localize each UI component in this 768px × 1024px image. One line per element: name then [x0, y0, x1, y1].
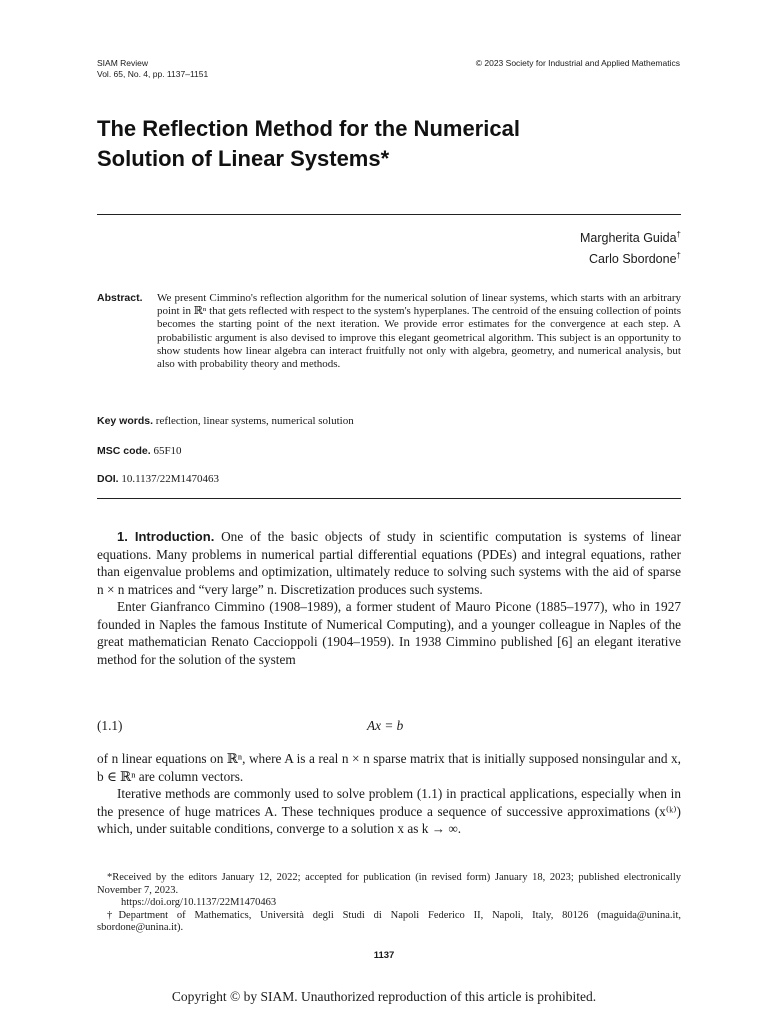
doi: [97, 472, 219, 486]
equation-expression: Ax = b: [367, 718, 404, 733]
author-2-mark: †: [676, 251, 681, 261]
paper-title: The Reflection Method for the Numerical Solution of Linear Systems*: [97, 116, 520, 171]
footnote-affiliation: †Department of Mathematics, Università degli Studi di Napoli Federico II, Napoli, Italy, 80126 (maguida@unina.it, sbordone@unina.it).: [97, 909, 681, 933]
author-1-mark: †: [676, 230, 681, 239]
journal-name: SIAM Review: [97, 58, 149, 68]
msc-code: [97, 444, 182, 458]
abstract: [97, 292, 681, 371]
keywords: [97, 414, 354, 428]
doi-value: 10.1137/22M1470463: [121, 473, 220, 485]
intro-paragraph-3: of n linear equations on ℝⁿ, where A is a real n × n sparse matrix that is initially supposed nonsingular and x, b ∈ ℝⁿ are column vectors.: [97, 751, 681, 784]
keywords-label: Key words.: [97, 415, 154, 427]
keywords-value: reflection, linear systems, numerical solution: [155, 415, 354, 427]
abstract-text: We present Cimmino's reflection algorithm for the numerical solution of linear systems, which starts with an arbitrary point in ℝⁿ that gets reflected with respect to the system's hyperplanes. The centroid of the ensuing collection of points becomes the starting point of the next iteration. We provide error estimates for the convergence at each step. A probabilistic argument is also devised to improve this elegant geometrical algorithm. This subject is an opportunity to show students how linear algebra can interact fruitfully not only with algebra, geometry, and numerical analysis, but also with probability theory and methods.: [157, 292, 681, 371]
intro-paragraph-4: Iterative methods are commonly used to solve problem (1.1) in practical applications, especially when in the presence of huge matrices A. These techniques produce a sequence of successive approximations (x⁽ᵏ⁾) which, under suitable conditions, converge to a solution x as k → ∞.: [97, 786, 681, 836]
title-divider: [97, 214, 681, 215]
introduction-top: [97, 528, 681, 668]
author-2: Carlo Sbordone†: [588, 251, 681, 267]
footnote-doi-link[interactable]: https://doi.org/10.1137/22M1470463: [121, 897, 277, 908]
intro-paragraph-2: Enter Gianfranco Cimmino (1908–1989), a former student of Mauro Picone (1885–1977), who in 1927 founded in Naples the famous Institute of Numerical Computing), and a younger colleague in Naples of the great mathematician Renato Caccioppoli (1904–1959). In 1938 Cimmino published [6] an elegant iterative method for the solution of the system: [97, 599, 681, 667]
footnotes: [97, 872, 681, 935]
page-number: 1137: [373, 950, 395, 961]
section-heading: 1. Introduction.: [117, 529, 215, 544]
msc-label: MSC code.: [97, 445, 151, 457]
copyright-header: © 2023 Society for Industrial and Applied Mathematics: [475, 58, 680, 68]
footnote-received: *Received by the editors January 12, 2022; accepted for publication (in revised form) January 18, 2023; published electronically November 7, 2023.: [97, 872, 681, 896]
copyright-notice: Copyright © by SIAM. Unauthorized reproduction of this article is prohibited.: [171, 989, 597, 1004]
equation-number: (1.1): [97, 718, 123, 733]
author-1: Margherita Guida†: [579, 230, 681, 246]
intro-paragraph-1: 1. Introduction. One of the basic objects of study in scientific computation is systems of linear equations. Many problems in numerical partial differential equations (PDEs) and integral equations, rather than eigenvalue problems and optimization, ultimately reduce to solving such systems with the aid of sparse n × n matrices and “very large” n. Discretization produces such systems.: [97, 529, 681, 597]
abstract-label: Abstract.: [97, 292, 143, 304]
doi-label: DOI.: [97, 473, 119, 485]
msc-value: 65F10: [153, 445, 182, 457]
introduction-bottom: [97, 750, 681, 838]
journal-header: [97, 58, 208, 80]
abstract-divider: [97, 498, 681, 499]
journal-volume: Vol. 65, No. 4, pp. 1137–1151: [97, 69, 209, 79]
author-list: [580, 226, 681, 268]
